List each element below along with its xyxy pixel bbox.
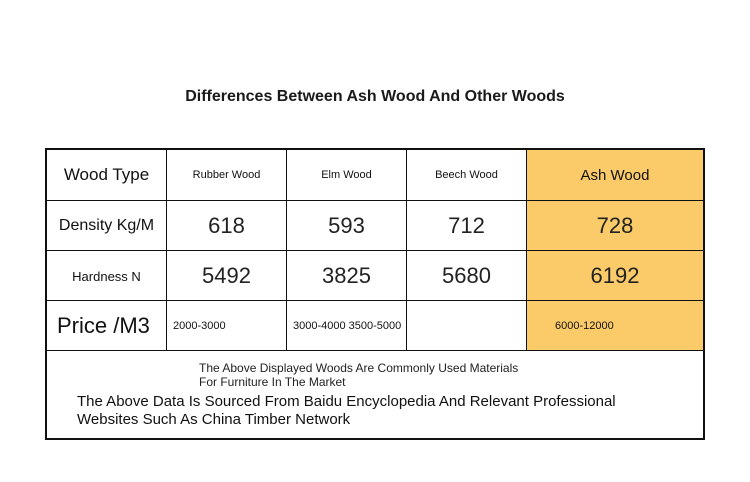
header-wood-type: Wood Type bbox=[47, 150, 167, 200]
header-rubber-wood: Rubber Wood bbox=[167, 150, 287, 200]
table-header-row bbox=[47, 150, 703, 200]
note-data-source: The Above Data Is Sourced From Baidu Encyclopedia And Relevant Professional Websites Such As China Timber Network bbox=[77, 393, 616, 428]
table-cell: 5680 bbox=[407, 251, 527, 301]
table-cell: 3825 bbox=[287, 251, 407, 301]
table-cell bbox=[407, 301, 527, 351]
header-beech-wood: Beech Wood bbox=[407, 150, 527, 200]
table-cell: 593 bbox=[287, 201, 407, 251]
header-ash-wood: Ash Wood bbox=[527, 150, 703, 200]
table-cell: 3000-4000 3500-5000 bbox=[287, 301, 407, 351]
table-row-hardness bbox=[47, 250, 703, 301]
notes-section bbox=[47, 350, 703, 439]
table-row-density bbox=[47, 200, 703, 251]
table-cell-ash: 6192 bbox=[527, 251, 703, 301]
table-cell: 5492 bbox=[167, 251, 287, 301]
note-common-materials: The Above Displayed Woods Are Commonly Used Materials For Furniture In The Market bbox=[199, 361, 519, 389]
table-row-price bbox=[47, 300, 703, 351]
row-label-price: Price /M3 bbox=[47, 301, 167, 351]
header-elm-wood: Elm Wood bbox=[287, 150, 407, 200]
table-cell: 712 bbox=[407, 201, 527, 251]
row-label-hardness: Hardness N bbox=[47, 251, 167, 301]
table-cell-ash: 6000-12000 bbox=[527, 301, 703, 351]
table-cell: 2000-3000 bbox=[167, 301, 287, 351]
comparison-table bbox=[45, 148, 705, 440]
row-label-density: Density Kg/M bbox=[47, 201, 167, 251]
page-title: Differences Between Ash Wood And Other Woods bbox=[185, 88, 565, 105]
table-cell-ash: 728 bbox=[527, 201, 703, 251]
table-cell: 618 bbox=[167, 201, 287, 251]
